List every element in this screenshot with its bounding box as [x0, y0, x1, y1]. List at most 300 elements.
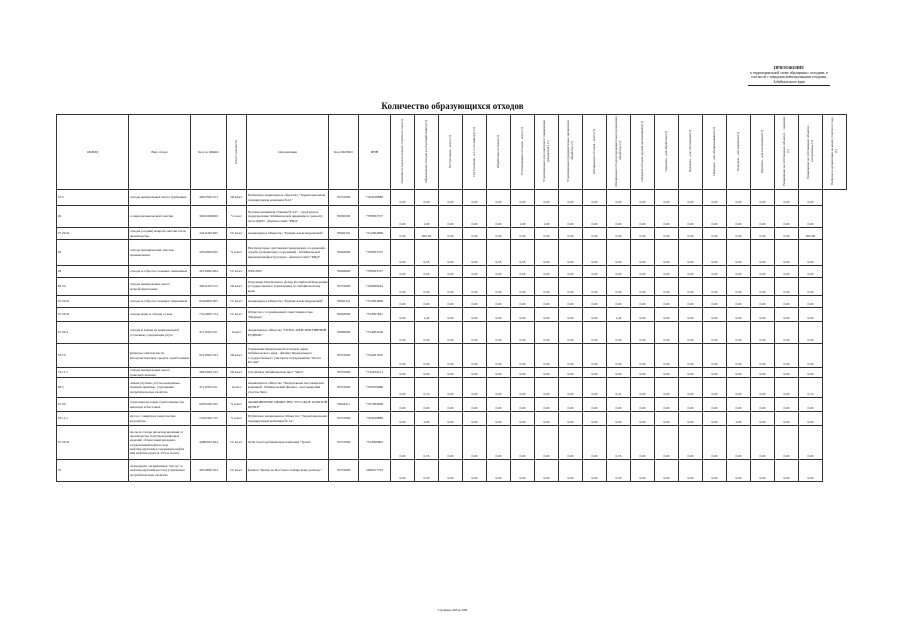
cell-inn: 7708709686 — [359, 378, 391, 398]
table-row — [57, 278, 847, 296]
cell-org: Стройсвязь Забайкальская дист "Чита" — [247, 368, 329, 378]
table-row — [57, 240, 847, 266]
column-header — [799, 115, 823, 190]
cell-value: 0,00 — [631, 378, 655, 398]
cell-value: 0,00 — [559, 296, 583, 308]
cell-value: 0,00 — [583, 412, 607, 426]
column-header-label: Поступление - всего (т) — [447, 134, 452, 169]
column-header: Организация — [247, 115, 329, 190]
cell-inn: 7514004106 — [359, 322, 391, 344]
cell-fkko: 41910001204 — [191, 266, 227, 278]
cell-hazard: V класс — [227, 398, 247, 412]
cell-value: 0,00 — [799, 368, 823, 378]
cell-oktmo: 76701000 — [329, 344, 359, 368]
table-header-row — [57, 115, 847, 190]
cell-fkko: 40615001313 — [191, 368, 227, 378]
cell-hazard: IV класс — [227, 266, 247, 278]
cell-value: 0,00 — [727, 190, 751, 206]
cell-value: 0,55 — [415, 426, 439, 460]
cell-value: 0,00 — [703, 322, 727, 344]
cell-value: 0,00 — [655, 368, 679, 378]
cell-value: 0,00 — [775, 240, 799, 266]
table-row — [57, 322, 847, 344]
cell-value: 0,00 — [799, 206, 823, 228]
cell-value: 0,00 — [727, 426, 751, 460]
cell-value: 0,00 — [727, 368, 751, 378]
cell-value: 0,00 — [727, 344, 751, 368]
column-header — [487, 115, 511, 190]
cell-value: 0,00 — [655, 228, 679, 240]
cell-inn: 7708503727 — [359, 266, 391, 278]
column-header-label: Обработано отходов (т) — [495, 134, 500, 168]
cell-value: 0,00 — [391, 398, 415, 412]
cell-oktmo: 76626000 — [329, 266, 359, 278]
cell-value: 0,00 — [535, 278, 559, 296]
cell-okved: 49 — [57, 240, 129, 266]
cell-value: 0,00 — [751, 206, 775, 228]
cell-value: 0,00 — [415, 278, 439, 296]
cell-hazard: III класс — [227, 190, 247, 206]
column-header — [727, 115, 751, 190]
cell-fkko: 30522002235 — [191, 240, 227, 266]
cell-waste: отходы и отбросы сложных смешанных — [129, 266, 191, 278]
cell-inn: 7534018889 — [359, 190, 391, 206]
cell-value: 0,00 — [655, 266, 679, 278]
cell-value: 0,00 — [535, 240, 559, 266]
appendix-line-1: к территориальной схеме обращения с отходами, в — [750, 70, 828, 75]
cell-value: 0,00 — [511, 426, 535, 460]
column-header — [583, 115, 607, 190]
cell-value: 0,00 — [535, 412, 559, 426]
cell-value: 0,00 — [463, 190, 487, 206]
cell-value: 0,00 — [439, 206, 463, 228]
cell-waste: отходы механической очистки промывочных — [129, 240, 191, 266]
cell-value: 0,00 — [463, 412, 487, 426]
cell-okved: 35.3 — [57, 190, 129, 206]
page-footer: Страница 465 из 699 — [437, 608, 468, 612]
cell-value: 0,00 — [799, 398, 823, 412]
cell-value: 0,00 — [631, 426, 655, 460]
column-header — [775, 115, 799, 190]
cell-value: 0,00 — [679, 368, 703, 378]
cell-value: 0,00 — [655, 412, 679, 426]
column-header-label: Передача - для хранения (т) — [735, 131, 740, 171]
column-header-label: Передача отходов другим организациям (т) — [639, 121, 644, 182]
cell-value: 0,00 — [463, 296, 487, 308]
cell-oktmo: 76701000 — [329, 278, 359, 296]
cell-value: 0,00 — [583, 378, 607, 398]
cell-value: 0,00 — [439, 266, 463, 278]
cell-waste: осадки механической очистки — [129, 206, 191, 228]
cell-value: 0,00 — [439, 378, 463, 398]
cell-value: 0,00 — [727, 308, 751, 322]
cell-oktmo: 76626101 — [329, 228, 359, 240]
cell-value: 0,00 — [391, 296, 415, 308]
cell-okved: 84.30 — [57, 278, 129, 296]
cell-value: 0,00 — [391, 228, 415, 240]
cell-value: 0,00 — [631, 460, 655, 482]
cell-value: 0,00 — [607, 228, 631, 240]
cell-value: 0,00 — [607, 368, 631, 378]
cell-value: 0,00 — [631, 412, 655, 426]
cell-value: 0,00 — [559, 426, 583, 460]
cell-value: 0,00 — [583, 308, 607, 322]
cell-value: 0,00 — [607, 190, 631, 206]
column-header-label: Передача - для захоронения (т) — [759, 129, 764, 174]
cell-value: 0,00 — [439, 412, 463, 426]
cell-value: 0,00 — [775, 378, 799, 398]
cell-waste: отходы минеральных масел трансмиссионных — [129, 368, 191, 378]
cell-value: 0,00 — [751, 308, 775, 322]
cell-value: 0,00 — [631, 190, 655, 206]
cell-value: 0,00 — [439, 344, 463, 368]
cell-value: 0,00 — [751, 398, 775, 412]
cell-value: 0,00 — [463, 368, 487, 378]
cell-value: 0,50 — [607, 460, 631, 482]
cell-fkko: 92031001525 — [191, 398, 227, 412]
cell-oktmo: 76650000 — [329, 206, 359, 228]
cell-value: 1,42 — [415, 308, 439, 322]
cell-fkko: 22411001395 — [191, 228, 227, 240]
cell-value: 0,00 — [391, 426, 415, 460]
cell-value: 0,00 — [727, 322, 751, 344]
column-header — [631, 115, 655, 190]
cell-hazard: V класс — [227, 206, 247, 228]
cell-value: 0,00 — [559, 278, 583, 296]
cell-value: 0,00 — [799, 426, 823, 460]
cell-value: 0,00 — [799, 460, 823, 482]
cell-value: 0,00 — [511, 378, 535, 398]
cell-value: 0,50 — [607, 344, 631, 368]
cell-value: 0,00 — [583, 266, 607, 278]
appendix-rule — [748, 85, 830, 86]
cell-value: 0,00 — [751, 412, 775, 426]
column-header — [227, 115, 247, 190]
cell-value: 0,00 — [559, 412, 583, 426]
cell-value: 0,00 — [391, 266, 415, 278]
table-body — [57, 190, 847, 482]
cell-value: 0,00 — [703, 190, 727, 206]
cell-value: 0,00 — [679, 190, 703, 206]
cell-value: 0,00 — [631, 278, 655, 296]
cell-hazard: I класс — [227, 322, 247, 344]
cell-hazard: IV класс — [227, 308, 247, 322]
cell-org: ООО Золотодобывающая компания "Урюм" — [247, 426, 329, 460]
cell-value: 0,00 — [679, 240, 703, 266]
cell-oktmo: 76626000 — [329, 240, 359, 266]
cell-okved: 07.29.41 — [57, 228, 129, 240]
appendix-note — [734, 66, 844, 86]
cell-value: 0,00 — [775, 228, 799, 240]
cell-value: 0,00 — [655, 426, 679, 460]
cell-value: 0,00 — [751, 344, 775, 368]
cell-hazard: IV класс — [227, 228, 247, 240]
cell-fkko: 40310001524 — [191, 460, 227, 482]
cell-value: 0,00 — [775, 266, 799, 278]
cell-value: 0,00 — [463, 460, 487, 482]
cell-fkko: 91920001205 — [191, 296, 227, 308]
cell-value: 0,00 — [391, 368, 415, 378]
table-row — [57, 460, 847, 482]
column-header: Код ОКТМО — [329, 115, 359, 190]
cell-value: 0,00 — [655, 190, 679, 206]
cell-value: 0,00 — [703, 426, 727, 460]
cell-value: 0,00 — [655, 278, 679, 296]
cell-value: 0,00 — [535, 322, 559, 344]
cell-value: 0,00 — [439, 368, 463, 378]
cell-value: 0,00 — [631, 206, 655, 228]
cell-value: 0,00 — [535, 308, 559, 322]
column-header-label: Наличие в организации на конец отчетного года (т) — [829, 117, 838, 186]
cell-inn: 7534018889 — [359, 412, 391, 426]
cell-value: 0,00 — [703, 412, 727, 426]
cell-value: 0,00 — [511, 322, 535, 344]
cell-fkko: 40611001313 — [191, 278, 227, 296]
cell-value: 0,00 — [679, 296, 703, 308]
cell-okved: 07.29.41 — [57, 308, 129, 322]
cell-value: 0,00 — [559, 190, 583, 206]
cell-okved: 07.29.41 — [57, 426, 129, 460]
table-row — [57, 398, 847, 412]
cell-org: Акционерное общество "Федеральная пассажирская компания" Забайкальский филиал - пассажирский участок Чита — [247, 378, 329, 398]
cell-value: 0,00 — [607, 266, 631, 278]
cell-value: 0,00 — [391, 344, 415, 368]
cell-value: 0,00 — [799, 308, 823, 322]
cell-value: 0,00 — [391, 412, 415, 426]
page-title: Количество образующихся отходов — [381, 101, 524, 111]
table-row — [57, 412, 847, 426]
cell-fkko: 47110101521 — [191, 322, 227, 344]
cell-value: 0,00 — [583, 460, 607, 482]
cell-value: 0,00 — [583, 278, 607, 296]
cell-value: 0,00 — [775, 460, 799, 482]
cell-value: 1,00 — [511, 206, 535, 228]
cell-value: 0,00 — [487, 368, 511, 378]
cell-value: 0,00 — [559, 206, 583, 228]
cell-value: 0,00 — [439, 228, 463, 240]
cell-value: 0,00 — [559, 240, 583, 266]
cell-value: 0,00 — [751, 426, 775, 460]
cell-value: 0,00 — [775, 206, 799, 228]
cell-value: 0,00 — [535, 378, 559, 398]
column-header-label: Обезврежено отходов - всего (т) — [591, 128, 596, 174]
cell-value: 0,55 — [607, 426, 631, 460]
table-row — [57, 206, 847, 228]
column-header-label: Размещение на собственных объектах - захоронение (т) — [805, 123, 814, 180]
cell-value: 0,00 — [703, 278, 727, 296]
cell-org: Мосгипротранс дистанции гражданских сооружений - служба гражданских сооружений - Забайкальской дирекции инфраструктуры - филиала ОАО "РЖД" — [247, 240, 329, 266]
cell-value: 0,00 — [703, 228, 727, 240]
column-header — [751, 115, 775, 190]
column-header — [823, 115, 847, 190]
cell-value: 0,00 — [583, 368, 607, 378]
cell-value: 0,00 — [727, 378, 751, 398]
cell-value: 0,05 — [487, 240, 511, 266]
table-row — [57, 308, 847, 322]
cell-value: 0,00 — [415, 322, 439, 344]
cell-org: АКЦИОНЕРНОЕ ОБЩЕСТВО "РУССКОЕ ЗОЛОТОЙ ЦЕНТР" — [247, 398, 329, 412]
cell-value: 0,00 — [703, 460, 727, 482]
cell-value: 0,00 — [751, 460, 775, 482]
column-header: Вид отхода — [129, 115, 191, 190]
cell-value: 0,00 — [679, 322, 703, 344]
cell-value: 0,00 — [799, 296, 823, 308]
column-header — [559, 115, 583, 190]
cell-org: Общество с ограниченной ответственностью "Медведь" — [247, 308, 329, 322]
cell-value: 0,00 — [463, 378, 487, 398]
cell-value: 0,00 — [583, 228, 607, 240]
cell-waste: фильтры очистки масла автотранспортных средств отработанные — [129, 344, 191, 368]
cell-value: 0,00 — [535, 460, 559, 482]
column-header-label: Класс опасности — [233, 139, 238, 164]
cell-value: 1,42 — [607, 308, 631, 322]
cell-waste: отходы и отбросы сложных смешанных — [129, 296, 191, 308]
appendix-line-2: том числе с твердыми коммунальными отходами, — [751, 75, 827, 80]
cell-value: 0,00 — [679, 308, 703, 322]
cell-waste: отходы кожи и отходы от кож — [129, 308, 191, 322]
cell-value: 0,00 — [631, 266, 655, 278]
cell-fkko: 30221000000 — [191, 206, 227, 228]
cell-value: 0,00 — [655, 344, 679, 368]
cell-value: 0,00 — [655, 308, 679, 322]
cell-value: 0,00 — [511, 344, 535, 368]
cell-value: 0,00 — [607, 278, 631, 296]
cell-org: Публичное Акционерное Общество "Территориальная генерирующая компания № 14" — [247, 412, 329, 426]
cell-okved: 49.5 — [57, 378, 129, 398]
cell-value: 0,05 — [415, 240, 439, 266]
cell-value: 0,00 — [631, 296, 655, 308]
cell-value: 0,00 — [535, 228, 559, 240]
cell-value: 295,30 — [415, 228, 439, 240]
cell-value: 0,00 — [511, 368, 535, 378]
cell-value: 0,00 — [487, 308, 511, 322]
cell-inn: 7724261610 — [359, 344, 391, 368]
cell-fkko: 92130201523 — [191, 344, 227, 368]
cell-org: Акционерное Общество "Рудник Александровский" — [247, 296, 329, 308]
cell-value: 0,00 — [775, 278, 799, 296]
column-header-label: Наличие отходов на начало отчетного года (т) — [399, 119, 404, 184]
cell-value: 0,00 — [559, 378, 583, 398]
cell-value: 0,00 — [775, 368, 799, 378]
cell-value: 0,00 — [487, 344, 511, 368]
cell-value: 0,00 — [679, 412, 703, 426]
cell-okved: 07.29 — [57, 398, 129, 412]
cell-waste: лампы ртутные, ртутно-кварцевые, люминесцентные, утратившие потребительские свойства — [129, 378, 191, 398]
cell-value: 0,00 — [583, 322, 607, 344]
cell-value: 0,00 — [487, 206, 511, 228]
cell-value: 0,00 — [775, 308, 799, 322]
cell-oktmo: 76701000 — [329, 190, 359, 206]
column-header — [679, 115, 703, 190]
cell-value: 0,00 — [607, 206, 631, 228]
cell-value: 0,00 — [391, 460, 415, 482]
cell-value: 0,00 — [583, 344, 607, 368]
cell-value: 0,00 — [463, 266, 487, 278]
cell-waste: отходы и лампы из коммунальной установки, содержащие ртуть — [129, 322, 191, 344]
cell-value: 0,00 — [391, 206, 415, 228]
cell-oktmo: 76701000 — [329, 368, 359, 378]
cell-org: Акционерное общество "ГКЗОС-ПЕРСПЕКТИВНЫЙ РУДНИК" — [247, 322, 329, 344]
table-row — [57, 368, 847, 378]
cell-value: 0,00 — [727, 228, 751, 240]
cell-inn: 7708503727 — [359, 206, 391, 228]
cell-value: 0,00 — [415, 296, 439, 308]
cell-value: 0,00 — [439, 190, 463, 206]
cell-value: 0,00 — [463, 240, 487, 266]
cell-value: 0,00 — [631, 228, 655, 240]
cell-value: 0,00 — [631, 398, 655, 412]
cell-value: 0,00 — [607, 240, 631, 266]
cell-waste: отходы минеральных масел трансформаторных — [129, 278, 191, 296]
cell-value: 0,00 — [751, 228, 775, 240]
cell-value: 0,00 — [559, 460, 583, 482]
column-header — [391, 115, 415, 190]
cell-inn: 5406017703 — [359, 460, 391, 482]
column-header-label: Утилизировано предварительно прошедших обработку (т) — [565, 120, 574, 183]
cell-value: 0,00 — [535, 398, 559, 412]
cell-oktmo: 76701000 — [329, 426, 359, 460]
column-header: ОКВЭД — [57, 115, 129, 190]
cell-value: 0,13 — [415, 378, 439, 398]
cell-value: 0,00 — [487, 398, 511, 412]
cell-org: Акционерное Общество "Рудник Александровский" — [247, 228, 329, 240]
cell-value: 0,00 — [487, 378, 511, 398]
cell-value: 0,00 — [511, 190, 535, 206]
cell-value: 0,00 — [487, 228, 511, 240]
cell-value: 0,00 — [463, 398, 487, 412]
cell-value: 0,00 — [439, 308, 463, 322]
cell-value: 0,00 — [775, 296, 799, 308]
table-row — [57, 228, 847, 240]
cell-value: 0,00 — [391, 278, 415, 296]
column-header-label: Утилизировано для повторного применения (рециклинг) (т) — [541, 120, 550, 183]
cell-value: 0,00 — [799, 322, 823, 344]
cell-value: 0,00 — [463, 228, 487, 240]
cell-oktmo: 76604411 — [329, 398, 359, 412]
cell-oktmo: 76701000 — [329, 378, 359, 398]
cell-value: 0,00 — [799, 190, 823, 206]
cell-value: 0,00 — [799, 344, 823, 368]
cell-oktmo: 76606000 — [329, 322, 359, 344]
cell-value: 1,00 — [415, 206, 439, 228]
cell-oktmo: 76701000 — [329, 460, 359, 482]
cell-value: 0,00 — [535, 426, 559, 460]
cell-value: 0,00 — [679, 228, 703, 240]
cell-hazard: IV класс — [227, 296, 247, 308]
cell-value: 0,00 — [487, 190, 511, 206]
cell-value: 0,00 — [439, 460, 463, 482]
column-header-label: Поступление - в т.ч. по импорту (т) — [471, 126, 476, 177]
cell-value: 0,00 — [391, 240, 415, 266]
cell-waste: отходы (осадки) мокрой очистки газов производства — [129, 228, 191, 240]
cell-value: 0,00 — [751, 368, 775, 378]
column-header-label: Утилизировано отходов - всего (т) — [519, 127, 524, 176]
cell-value: 0,00 — [799, 278, 823, 296]
cell-value: 0,00 — [775, 322, 799, 344]
cell-value: 0,00 — [583, 206, 607, 228]
cell-value: 0,00 — [535, 296, 559, 308]
cell-value: 0,00 — [655, 378, 679, 398]
cell-hazard: V класс — [227, 412, 247, 426]
column-header — [607, 115, 631, 190]
cell-value: 2,00 — [415, 412, 439, 426]
cell-value: 0,00 — [703, 206, 727, 228]
cell-value: 0,00 — [799, 240, 823, 266]
cell-value: 0,00 — [799, 412, 823, 426]
cell-value: 0,00 — [703, 398, 727, 412]
cell-value: 0,00 — [535, 368, 559, 378]
cell-value: 0,00 — [679, 266, 703, 278]
